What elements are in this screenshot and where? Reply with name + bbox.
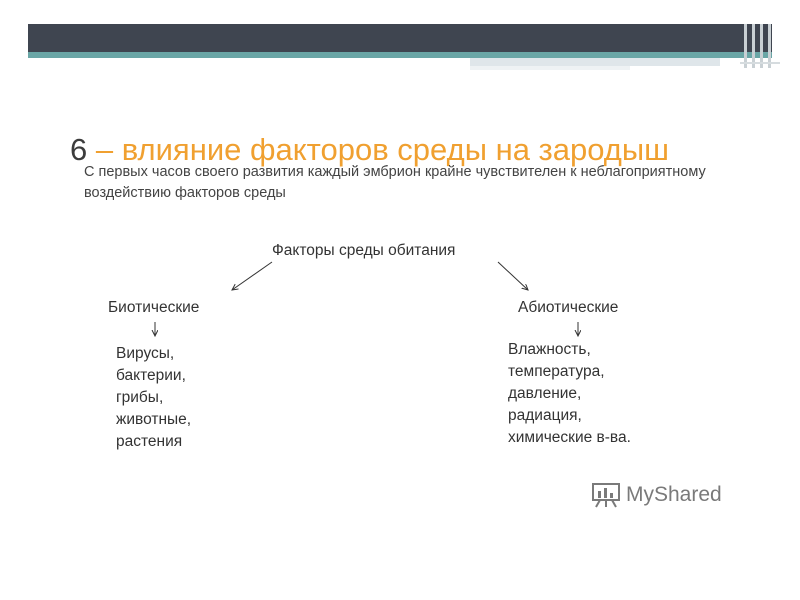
list-item: температура, <box>508 363 605 380</box>
root-node: Факторы среды обитания <box>272 242 456 259</box>
title-dash: – <box>95 132 114 167</box>
list-item: животные, <box>116 411 192 428</box>
myshared-logo <box>592 482 722 508</box>
title-text: влияние факторов среды на зародыш <box>121 132 670 167</box>
myshared-brand: MyShared <box>626 483 722 506</box>
slide-number: 6 <box>70 132 88 167</box>
abiotic-list <box>508 339 631 449</box>
list-item: радиация, <box>508 407 582 424</box>
arrow-root-to-left <box>232 262 272 290</box>
list-item: давление, <box>508 385 582 402</box>
list-item: грибы, <box>116 389 164 406</box>
list-item: химические в-ва. <box>508 429 631 446</box>
list-item: бактерии, <box>116 367 186 384</box>
list-item: Влажность, <box>508 341 591 358</box>
slide-subtitle: С первых часов своего развития каждый эмбрион крайне чувствителен к неблагоприятному воздействию факторов среды <box>84 164 706 201</box>
arrow-root-to-right <box>498 262 528 290</box>
biotic-list <box>116 343 191 453</box>
list-item: растения <box>116 433 183 450</box>
list-item: Вирусы, <box>116 345 175 362</box>
abiotic-node: Абиотические <box>518 299 619 316</box>
presentation-board-icon <box>592 482 620 508</box>
biotic-node: Биотические <box>108 299 200 316</box>
